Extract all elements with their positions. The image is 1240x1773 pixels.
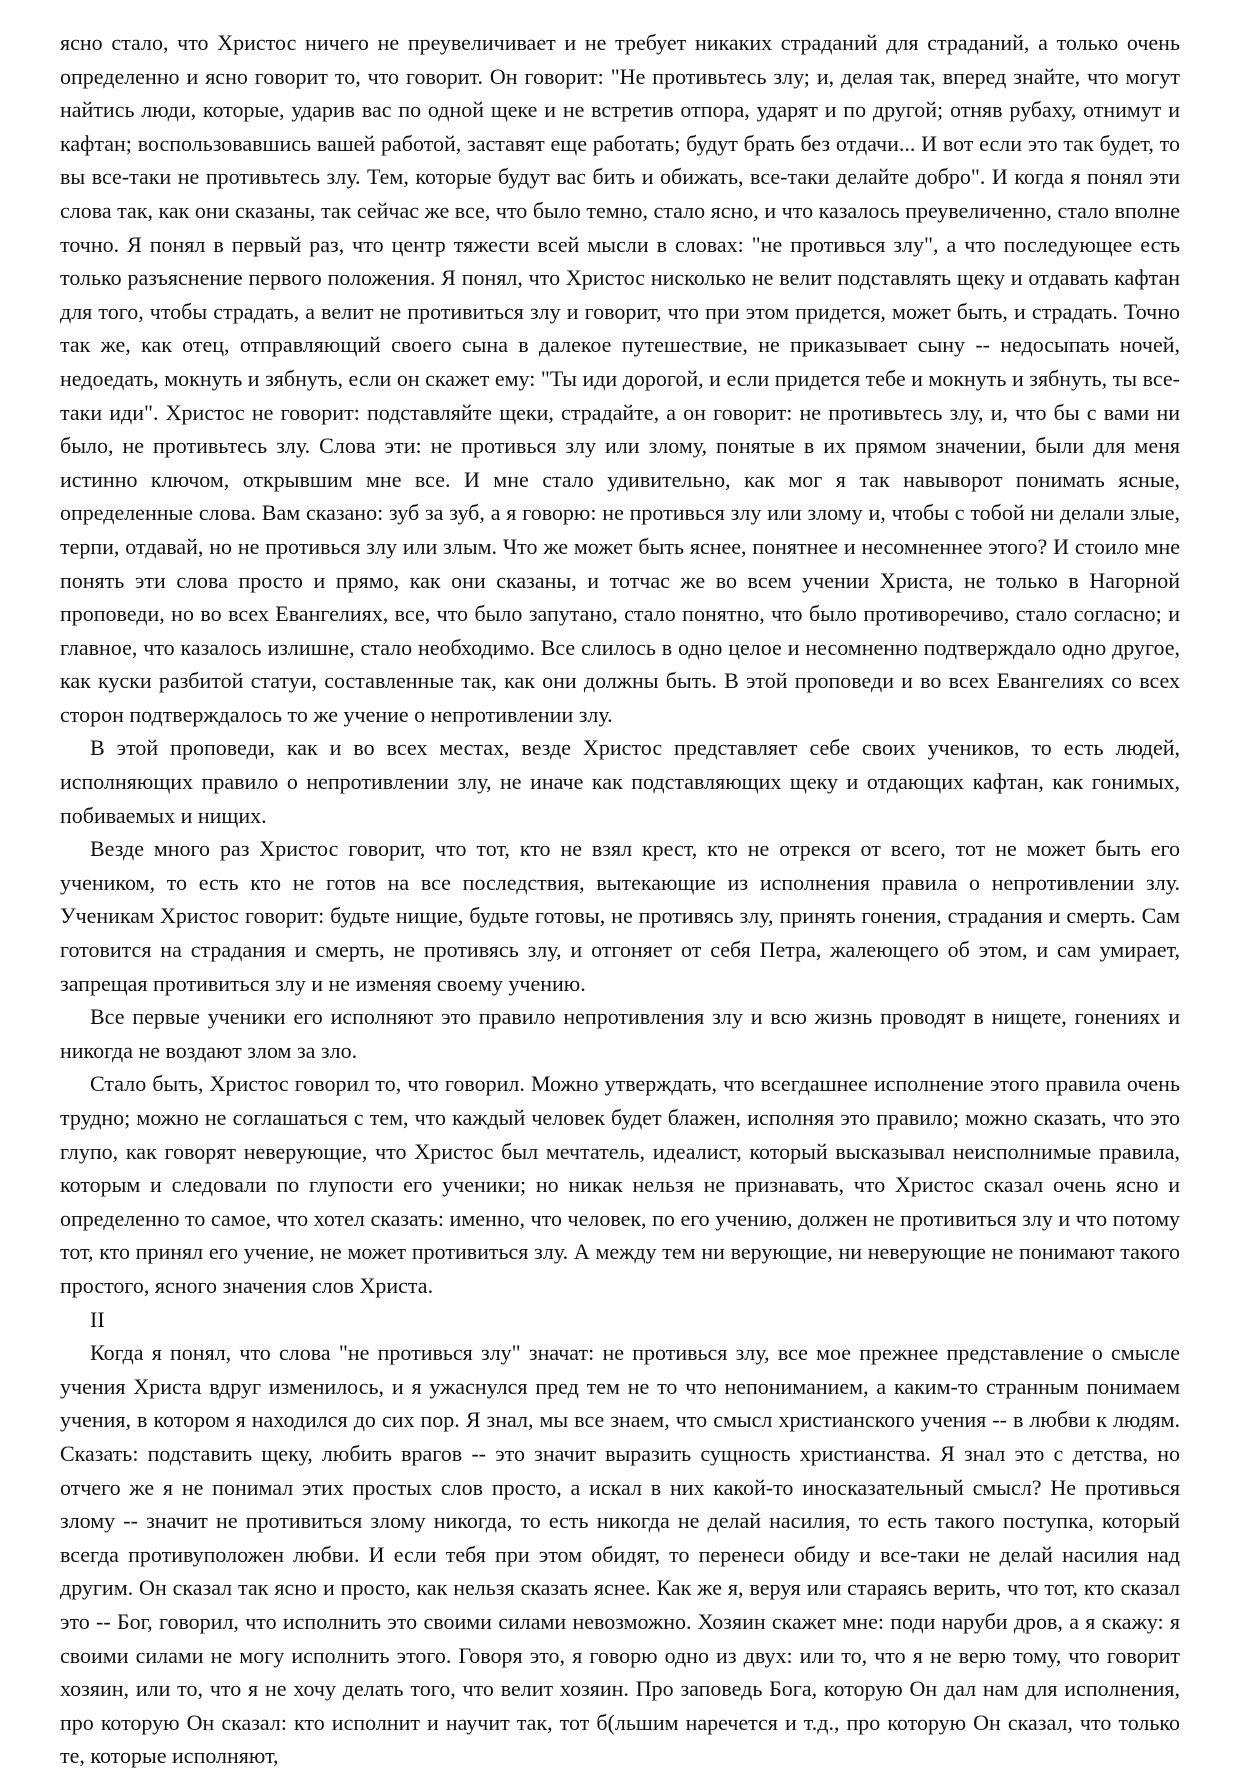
paragraph-first-disciples: Все первые ученики его исполняют это правило непротивления злу и всю жизнь проводят в нищете, гонениях и никогда не воздают злом за зло. [60,1004,1180,1063]
paragraph-continuation: ясно стало, что Христос ничего не преувеличивает и не требует никаких страданий для страданий, а только очень определенно и ясно говорит то, что говорит. Он говорит: "Не противьтесь злу; и, делая так, вперед знайте, что могут найтись люди, которые, ударив вас по одной щеке и не встретив отпора, ударят и по другой; отняв рубаху, отнимут и кафтан; воспользовавшись вашей работой, заставят еще работать; будут брать без отдачи... И вот если это так будет, то вы все-таки не противьтесь злу. Тем, которые будут вас бить и обижать, все-таки делайте добро". И когда я понял эти слова так, как они сказаны, так сейчас же все, что было темно, стало ясно, и что казалось преувеличенно, стало вполне точно. Я понял в первый раз, что центр тяжести всей мысли в словах: "не противься злу", а что последующее есть только разъяснение первого положения. Я понял, что Христос нисколько не велит подставлять щеку и отдавать кафтан для того, чтобы страдать, а велит не противиться злу и говорит, что при этом придется, может быть, и страдать. Точно так же, как отец, отправляющий своего сына в далекое путешествие, не приказывает сыну -- недосыпать ночей, недоедать, мокнуть и зябнуть, если он скажет ему: "Ты иди дорогой, и если придется тебе и мокнуть и зябнуть, ты все-таки иди". Христос не говорит: подставляйте щеки, страдайте, а он говорит: не противьтесь злу, и, что бы с вами ни было, не противьтесь злу. Слова эти: не противься злу или злому, понятые в их прямом значении, были для меня истинно ключом, открывшим мне все. И мне стало удивительно, как мог я так навыворот понимать ясные, определенные слова. Вам сказано: зуб за зуб, а я говорю: не противься злу или злому и, чтобы с тобой ни делали злые, терпи, отдавай, но не противься злу или злым. Что же может быть яснее, понятнее и несомненнее этого? И стоило мне понять эти слова просто и прямо, как они сказаны, и тотчас же во всем учении Христа, не только в Нагорной проповеди, но во всех Евангелиях, все, что было запутано, стало понятно, что было противоречиво, стало согласно; и главное, что казалось излишне, стало необходимо. Все слилось в одно целое и несомненно подтверждало одно другое, как куски разбитой статуи, составленные так, как они должны быть. В этой проповеди и во всех Евангелиях со всех сторон подтверждалось то же учение о непротивлении злу. [60,30,1180,727]
document-page [60,26,1180,1773]
paragraph-cross: Везде много раз Христос говорит, что тот, кто не взял крест, кто не отрекся от всего, тот не может быть его учеником, то есть кто не готов на все последствия, вытекающие из исполнения правила о непротивлении злу. Ученикам Христос говорит: будьте нищие, будьте готовы, не противясь злу, принять гонения, страдания и смерть. Сам готовится на страдания и смерть, не противясь злу, и отгоняет от себя Петра, жалеющего об этом, и сам умирает, запрещая противиться злу и не изменяя своему учению. [60,836,1180,996]
paragraph-conclusion: Стало быть, Христос говорил то, что говорил. Можно утверждать, что всегдашнее исполнение этого правила очень трудно; можно не соглашаться с тем, что каждый человек будет блажен, исполняя это правило; можно сказать, что это глупо, как говорят неверующие, что Христос был мечтатель, идеалист, который высказывал неисполнимые правила, которым и следовали по глупости его ученики; но никак нельзя не признавать, что Христос сказал очень ясно и определенно то самое, что хотел сказать: именно, что человек, по его учению, должен не противиться злу и что потому тот, кто принял его учение, не может противиться злу. А между тем ни верующие, ни неверующие не понимают такого простого, ясного значения слов Христа. [60,1071,1180,1298]
paragraph-section-two: Когда я понял, что слова "не противься злу" значат: не противься злу, все мое прежнее представление о смысле учения Христа вдруг изменилось, и я ужаснулся пред тем не то что непониманием, а каким-то странным понимаем учения, в котором я находился до сих пор. Я знал, мы все знаем, что смысл христианского учения -- в любви к людям. Сказать: подставить щеку, любить врагов -- это значит выразить сущность христианства. Я знал это с детства, но отчего же я не понимал этих простых слов просто, а искал в них какой-то иносказательный смысл? Не противься злому -- значит не противиться злому никогда, то есть никогда не делай насилия, то есть такого поступка, который всегда противуположен любви. И если тебя при этом обидят, то перенеси обиду и все-таки не делай насилия над другим. Он сказал так ясно и просто, как нельзя сказать яснее. Как же я, веруя или стараясь верить, что тот, кто сказал это -- Бог, говорил, что исполнить это своими силами невозможно. Хозяин скажет мне: поди наруби дров, а я скажу: я своими силами не могу исполнить этого. Говоря это, я говорю одно из двух: или то, что я не верю тому, что говорит хозяин, или то, что я не хочу делать того, что велит хозяин. Про заповедь Бога, которую Он дал нам для исполнения, про которую Он сказал: кто исполнит и научит так, тот б(льшим наречется и т.д., про которую Он сказал, что только те, которые исполняют, [60,1340,1180,1769]
section-heading: II [90,1306,105,1332]
paragraph-disciples: В этой проповеди, как и во всех местах, везде Христос представляет себе своих учеников, то есть людей, исполняющих правило о непротивлении злу, не иначе как подставляющих щеку и отдающих кафтан, как гонимых, побиваемых и нищих. [60,735,1180,828]
